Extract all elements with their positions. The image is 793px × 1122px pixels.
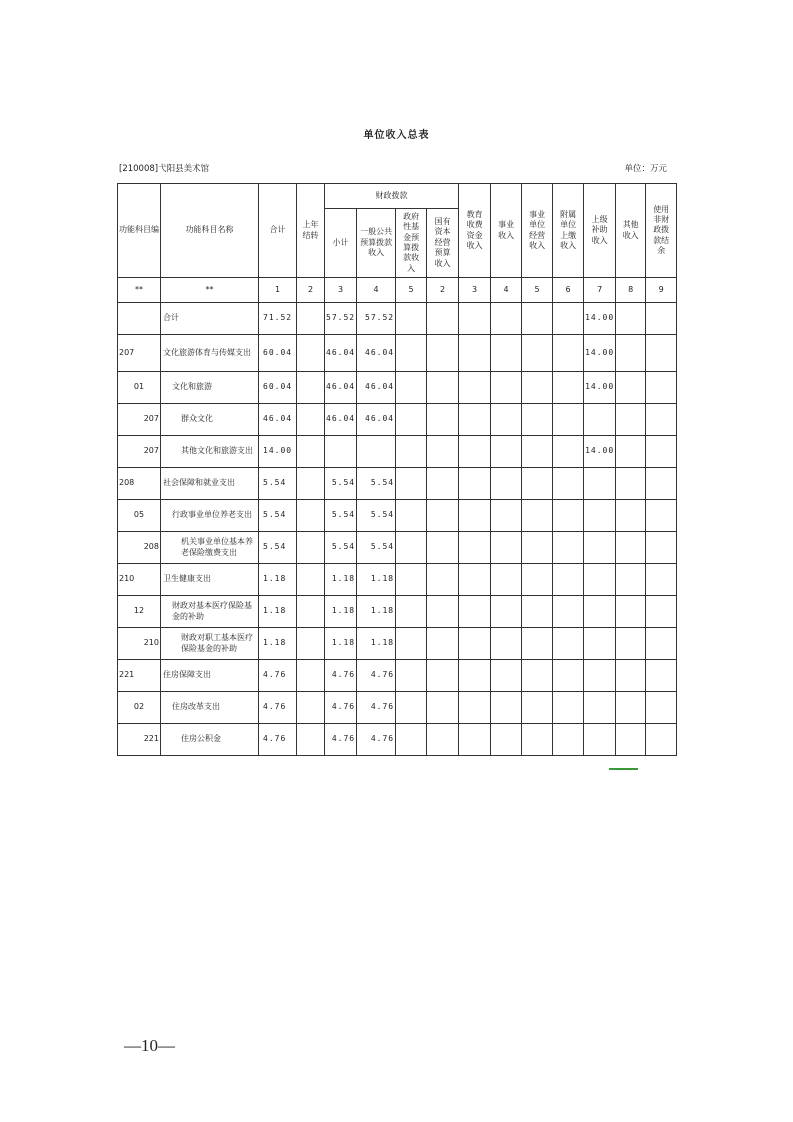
empty-cell: [396, 335, 427, 372]
empty-cell: [427, 532, 459, 564]
total-cell: 60.04: [259, 372, 297, 404]
empty-cell: [646, 303, 677, 335]
header-affiliated-text: 附属单位上缴收入: [560, 209, 577, 250]
empty-cell: [646, 436, 677, 468]
header-operating: [522, 184, 553, 278]
carryover-cell: [297, 564, 325, 596]
index-cell: 6: [553, 278, 584, 303]
empty-cell: [396, 564, 427, 596]
subtotal-cell: 46.04: [325, 404, 357, 436]
func-code-cell: 12: [118, 596, 161, 628]
empty-cell: [616, 468, 646, 500]
total-cell: 46.04: [259, 404, 297, 436]
subtotal-cell: 4.76: [325, 724, 357, 756]
func-name-cell: 机关事业单位基本养老保险缴费支出: [161, 532, 259, 564]
empty-cell: [553, 303, 584, 335]
func-name-cell: 群众文化: [161, 404, 259, 436]
subtotal-cell: 46.04: [325, 372, 357, 404]
total-cell: 1.18: [259, 564, 297, 596]
empty-cell: [616, 436, 646, 468]
func-name-cell: 住房公积金: [161, 724, 259, 756]
total-cell: 14.00: [259, 436, 297, 468]
total-cell: 60.04: [259, 335, 297, 372]
empty-cell: [616, 692, 646, 724]
empty-cell: [522, 596, 553, 628]
empty-cell: [459, 335, 491, 372]
empty-cell: [553, 532, 584, 564]
general-budget-cell: 5.54: [357, 468, 396, 500]
func-code-cell: 207: [118, 335, 161, 372]
empty-cell: [396, 500, 427, 532]
header-other: [616, 184, 646, 278]
func-name-cell: 卫生健康支出: [161, 564, 259, 596]
header-other-text: 其他收入: [622, 220, 639, 240]
carryover-cell: [297, 468, 325, 500]
empty-cell: [396, 628, 427, 660]
total-cell: 4.76: [259, 660, 297, 692]
func-code-cell: 01: [118, 372, 161, 404]
header-subtotal: 小计: [325, 209, 357, 278]
empty-cell: [646, 404, 677, 436]
carryover-cell: [297, 335, 325, 372]
empty-cell: [522, 500, 553, 532]
empty-cell: [646, 628, 677, 660]
empty-cell: [459, 532, 491, 564]
table-row: [118, 692, 677, 724]
empty-cell: [396, 404, 427, 436]
index-cell: 2: [427, 278, 459, 303]
superior-subsidy-cell: [584, 500, 616, 532]
empty-cell: [427, 500, 459, 532]
empty-cell: [459, 500, 491, 532]
total-cell: 4.76: [259, 692, 297, 724]
empty-cell: [553, 660, 584, 692]
func-code-cell: 208: [118, 532, 161, 564]
table-row: [118, 660, 677, 692]
superior-subsidy-cell: [584, 628, 616, 660]
header-superior-subsidy: [584, 184, 616, 278]
table-row: [118, 596, 677, 628]
empty-cell: [491, 628, 522, 660]
empty-cell: [553, 372, 584, 404]
func-code-cell: [118, 303, 161, 335]
empty-cell: [396, 436, 427, 468]
empty-cell: [491, 596, 522, 628]
header-edu-fee: [459, 184, 491, 278]
empty-cell: [553, 436, 584, 468]
empty-cell: [459, 564, 491, 596]
empty-cell: [427, 335, 459, 372]
empty-cell: [616, 303, 646, 335]
empty-cell: [616, 660, 646, 692]
total-cell: 1.18: [259, 628, 297, 660]
table-row: [118, 532, 677, 564]
table-row: [118, 335, 677, 372]
empty-cell: [522, 692, 553, 724]
func-name-cell: 社会保障和就业支出: [161, 468, 259, 500]
empty-cell: [491, 335, 522, 372]
empty-cell: [459, 303, 491, 335]
carryover-cell: [297, 303, 325, 335]
empty-cell: [522, 372, 553, 404]
empty-cell: [522, 335, 553, 372]
empty-cell: [646, 596, 677, 628]
empty-cell: [616, 628, 646, 660]
empty-cell: [491, 692, 522, 724]
func-name-cell: 文化和旅游: [161, 372, 259, 404]
empty-cell: [553, 335, 584, 372]
header-fiscal-group: 财政拨款: [325, 184, 459, 209]
empty-cell: [459, 628, 491, 660]
empty-cell: [646, 724, 677, 756]
empty-cell: [491, 404, 522, 436]
carryover-cell: [297, 692, 325, 724]
func-code-cell: 210: [118, 564, 161, 596]
income-summary-table: [117, 183, 677, 756]
subtotal-cell: 4.76: [325, 660, 357, 692]
cell-highlight-mark: [609, 768, 638, 770]
header-carryover-text: 上年结转: [302, 220, 319, 240]
func-code-cell: 221: [118, 660, 161, 692]
empty-cell: [396, 303, 427, 335]
empty-cell: [396, 468, 427, 500]
empty-cell: [553, 692, 584, 724]
header-general-budget: [357, 209, 396, 278]
carryover-cell: [297, 436, 325, 468]
empty-cell: [427, 596, 459, 628]
index-cell: 5: [522, 278, 553, 303]
empty-cell: [396, 372, 427, 404]
header-total: 合计: [259, 184, 297, 278]
table-body: [118, 303, 677, 756]
superior-subsidy-cell: [584, 692, 616, 724]
empty-cell: [616, 404, 646, 436]
general-budget-cell: [357, 436, 396, 468]
carryover-cell: [297, 532, 325, 564]
empty-cell: [646, 335, 677, 372]
empty-cell: [616, 500, 646, 532]
carryover-cell: [297, 596, 325, 628]
index-cell: 3: [459, 278, 491, 303]
unit-label: 单位：万元: [624, 164, 667, 174]
empty-cell: [459, 660, 491, 692]
subtotal-cell: 5.54: [325, 468, 357, 500]
empty-cell: [616, 564, 646, 596]
empty-cell: [616, 532, 646, 564]
func-code-cell: 208: [118, 468, 161, 500]
superior-subsidy-cell: [584, 596, 616, 628]
func-code-cell: 207: [118, 436, 161, 468]
func-name-cell: 住房改革支出: [161, 692, 259, 724]
empty-cell: [491, 303, 522, 335]
empty-cell: [427, 724, 459, 756]
table-row: [118, 372, 677, 404]
total-cell: 4.76: [259, 724, 297, 756]
superior-subsidy-cell: [584, 532, 616, 564]
header-non-fiscal-balance-text: 使用非财政拨款结余: [653, 204, 670, 256]
index-row: [118, 278, 677, 303]
superior-subsidy-cell: 14.00: [584, 335, 616, 372]
subtotal-cell: 57.52: [325, 303, 357, 335]
empty-cell: [396, 596, 427, 628]
empty-cell: [646, 692, 677, 724]
empty-cell: [491, 532, 522, 564]
empty-cell: [491, 372, 522, 404]
index-cell: 5: [396, 278, 427, 303]
empty-cell: [616, 596, 646, 628]
empty-cell: [522, 628, 553, 660]
index-cell: 3: [325, 278, 357, 303]
empty-cell: [616, 372, 646, 404]
empty-cell: [427, 564, 459, 596]
subtotal-cell: 5.54: [325, 500, 357, 532]
empty-cell: [396, 532, 427, 564]
general-budget-cell: 46.04: [357, 335, 396, 372]
total-cell: 5.54: [259, 500, 297, 532]
empty-cell: [459, 436, 491, 468]
index-cell: **: [118, 278, 161, 303]
empty-cell: [553, 628, 584, 660]
empty-cell: [491, 500, 522, 532]
func-name-cell: 财政对基本医疗保险基金的补助: [161, 596, 259, 628]
empty-cell: [491, 724, 522, 756]
empty-cell: [522, 404, 553, 436]
empty-cell: [427, 692, 459, 724]
total-cell: 5.54: [259, 468, 297, 500]
subtotal-cell: 1.18: [325, 596, 357, 628]
empty-cell: [646, 532, 677, 564]
header-func-code: 功能科目编: [118, 184, 161, 278]
carryover-cell: [297, 404, 325, 436]
empty-cell: [459, 596, 491, 628]
subtotal-cell: [325, 436, 357, 468]
general-budget-cell: 5.54: [357, 500, 396, 532]
general-budget-cell: 1.18: [357, 596, 396, 628]
empty-cell: [491, 564, 522, 596]
index-cell: 4: [357, 278, 396, 303]
empty-cell: [396, 660, 427, 692]
header-business-text: 事业收入: [498, 220, 515, 240]
general-budget-cell: 57.52: [357, 303, 396, 335]
empty-cell: [553, 596, 584, 628]
header-carryover: [297, 184, 325, 278]
func-name-cell: 财政对职工基本医疗保险基金的补助: [161, 628, 259, 660]
table-row: [118, 628, 677, 660]
func-name-cell: 行政事业单位养老支出: [161, 500, 259, 532]
unit-name: [210008]弋阳县美术馆: [119, 164, 210, 174]
table-row: [118, 404, 677, 436]
empty-cell: [459, 692, 491, 724]
empty-cell: [427, 628, 459, 660]
func-name-cell: 其他文化和旅游支出: [161, 436, 259, 468]
empty-cell: [616, 724, 646, 756]
subtotal-cell: 4.76: [325, 692, 357, 724]
carryover-cell: [297, 500, 325, 532]
table-row: [118, 436, 677, 468]
empty-cell: [427, 468, 459, 500]
table-row: [118, 468, 677, 500]
general-budget-cell: 5.54: [357, 532, 396, 564]
empty-cell: [491, 468, 522, 500]
superior-subsidy-cell: 14.00: [584, 303, 616, 335]
empty-cell: [646, 500, 677, 532]
empty-cell: [427, 436, 459, 468]
subtotal-cell: 5.54: [325, 532, 357, 564]
carryover-cell: [297, 628, 325, 660]
empty-cell: [522, 724, 553, 756]
index-cell: **: [161, 278, 259, 303]
header-state-capital: [427, 209, 459, 278]
empty-cell: [553, 564, 584, 596]
func-name-cell: 文化旅游体育与传媒支出: [161, 335, 259, 372]
table-row: [118, 500, 677, 532]
carryover-cell: [297, 724, 325, 756]
general-budget-cell: 46.04: [357, 372, 396, 404]
superior-subsidy-cell: [584, 660, 616, 692]
index-cell: 2: [297, 278, 325, 303]
header-func-name: 功能科目名称: [161, 184, 259, 278]
total-cell: 5.54: [259, 532, 297, 564]
table-row: [118, 564, 677, 596]
empty-cell: [553, 468, 584, 500]
func-code-cell: 221: [118, 724, 161, 756]
page-number: —10—: [124, 1036, 175, 1055]
index-cell: 9: [646, 278, 677, 303]
subtotal-cell: 1.18: [325, 628, 357, 660]
header-affiliated: [553, 184, 584, 278]
header-business: [491, 184, 522, 278]
carryover-cell: [297, 372, 325, 404]
table-row: [118, 724, 677, 756]
header-non-fiscal-balance: [646, 184, 677, 278]
empty-cell: [522, 564, 553, 596]
header-operating-text: 事业单位经营收入: [529, 209, 546, 250]
empty-cell: [522, 303, 553, 335]
superior-subsidy-cell: [584, 564, 616, 596]
superior-subsidy-cell: [584, 468, 616, 500]
superior-subsidy-cell: 14.00: [584, 372, 616, 404]
header-edu-fee-text: 教育收费资金收入: [466, 209, 483, 250]
index-cell: 7: [584, 278, 616, 303]
total-cell: 71.52: [259, 303, 297, 335]
func-code-cell: 207: [118, 404, 161, 436]
header-superior-subsidy-text: 上级补助收入: [591, 214, 608, 245]
superior-subsidy-cell: [584, 404, 616, 436]
general-budget-cell: 46.04: [357, 404, 396, 436]
empty-cell: [427, 372, 459, 404]
empty-cell: [646, 468, 677, 500]
general-budget-cell: 4.76: [357, 724, 396, 756]
index-cell: 4: [491, 278, 522, 303]
empty-cell: [491, 436, 522, 468]
func-code-cell: 02: [118, 692, 161, 724]
empty-cell: [522, 532, 553, 564]
empty-cell: [459, 468, 491, 500]
func-name-cell: 住房保障支出: [161, 660, 259, 692]
empty-cell: [459, 724, 491, 756]
empty-cell: [427, 404, 459, 436]
general-budget-cell: 4.76: [357, 692, 396, 724]
header-state-capital-text: 国有资本经营预算收入: [434, 217, 451, 268]
empty-cell: [459, 404, 491, 436]
empty-cell: [522, 468, 553, 500]
empty-cell: [396, 724, 427, 756]
header-gov-fund-text: 政府性基金预算拨款收入: [403, 211, 420, 273]
func-name-cell: 合计: [161, 303, 259, 335]
empty-cell: [491, 660, 522, 692]
superior-subsidy-cell: 14.00: [584, 436, 616, 468]
func-code-cell: 05: [118, 500, 161, 532]
empty-cell: [646, 564, 677, 596]
empty-cell: [459, 372, 491, 404]
index-cell: 8: [616, 278, 646, 303]
empty-cell: [646, 372, 677, 404]
general-budget-cell: 4.76: [357, 660, 396, 692]
empty-cell: [427, 660, 459, 692]
index-cell: 1: [259, 278, 297, 303]
table-row: [118, 303, 677, 335]
empty-cell: [396, 692, 427, 724]
empty-cell: [553, 724, 584, 756]
func-code-cell: 210: [118, 628, 161, 660]
subtotal-cell: 46.04: [325, 335, 357, 372]
total-cell: 1.18: [259, 596, 297, 628]
empty-cell: [427, 303, 459, 335]
superior-subsidy-cell: [584, 724, 616, 756]
page-title: 单位收入总表: [363, 130, 430, 141]
general-budget-cell: 1.18: [357, 628, 396, 660]
empty-cell: [553, 500, 584, 532]
header-gov-fund: [396, 209, 427, 278]
general-budget-cell: 1.18: [357, 564, 396, 596]
empty-cell: [522, 436, 553, 468]
empty-cell: [522, 660, 553, 692]
subtotal-cell: 1.18: [325, 564, 357, 596]
empty-cell: [616, 335, 646, 372]
header-general-budget-text: 一般公共预算拨款收入: [360, 227, 393, 258]
empty-cell: [553, 404, 584, 436]
empty-cell: [646, 660, 677, 692]
carryover-cell: [297, 660, 325, 692]
